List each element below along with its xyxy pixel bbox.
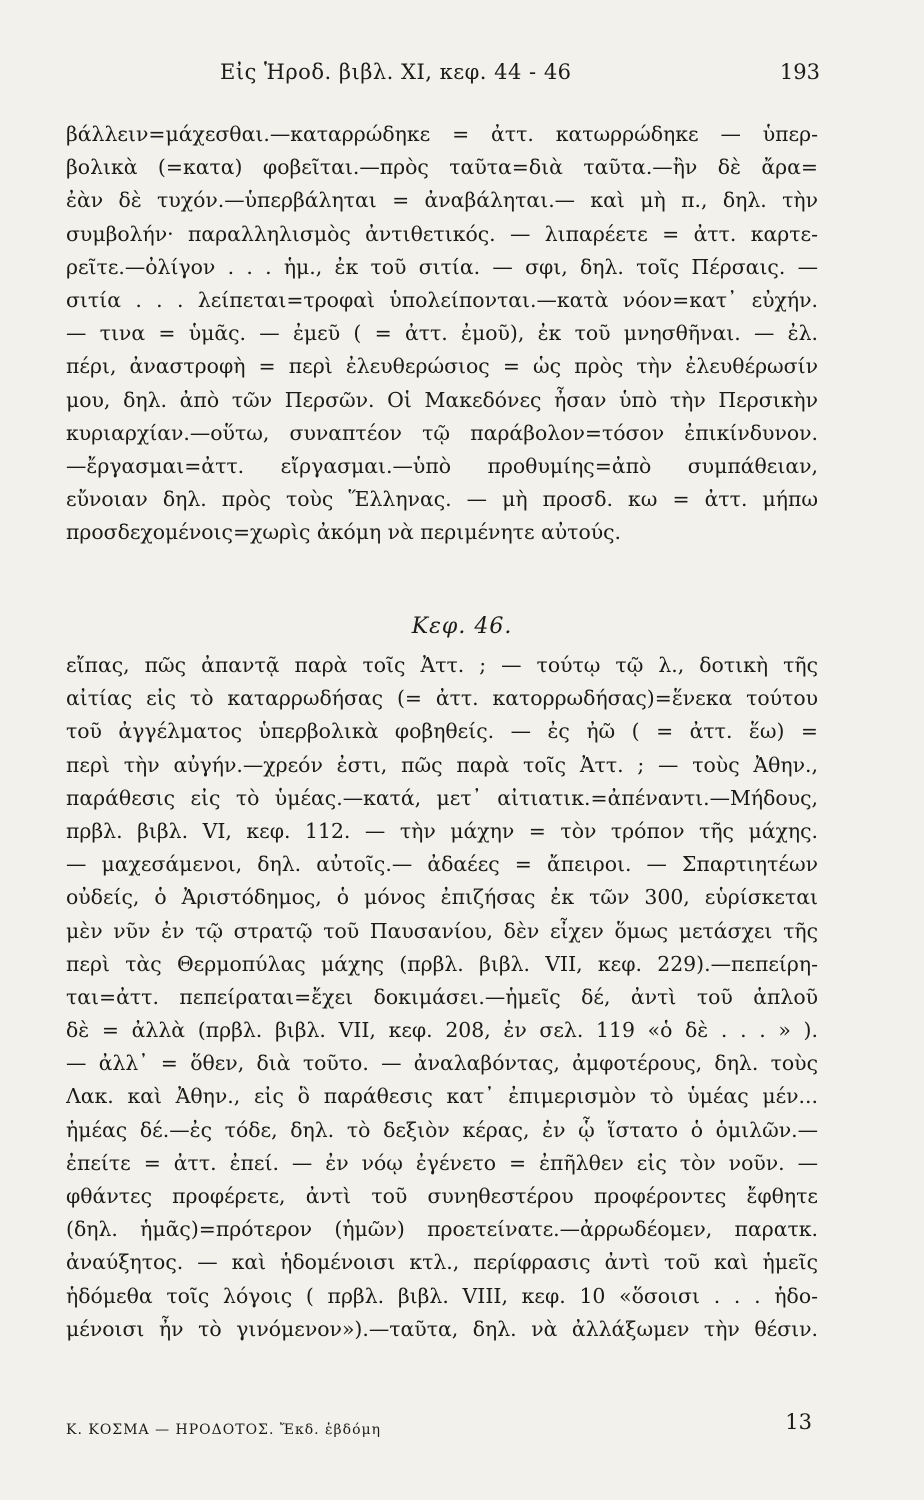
text-line: πέρι, ἀναστροφὴ = περὶ ἐλευθερώσιος = ὡς πρὸς τὴν ἐλευθέρωσίν bbox=[66, 354, 818, 379]
text-line: εὔνοιαν δηλ. πρὸς τοὺς Ἕλληνας. — μὴ προσδ. κω = ἀττ. μήπω bbox=[66, 487, 818, 512]
text-line: οὐδείς, ὁ Ἀριστόδημος, ὁ μόνος ἐπιζήσας ἐκ τῶν 300, εὑρίσκεται bbox=[66, 885, 818, 910]
text-line: συμβολήν· παραλληλισμὸς ἀντιθετικός. — λιπαρέετε = ἀττ. καρτε- bbox=[66, 221, 818, 246]
text-line: κυριαρχίαν.—οὕτω, συναπτέον τῷ παράβολον=τόσον ἐπικίνδυνον. bbox=[66, 420, 818, 445]
text-line: αἰτίας εἰς τὸ καταρρωδήσας (= ἀττ. κατορρωδήσας)=ἕνεκα τούτου bbox=[66, 686, 818, 711]
text-line: —ἔργασμαι=ἀττ. εἴργασμαι.—ὑπὸ προθυμίης=ἀπὸ συμπάθειαν, bbox=[66, 453, 818, 478]
signature-mark: 13 bbox=[785, 1410, 812, 1434]
text-line: ρεῖτε.—ὀλίγον . . . ἡμ., ἐκ τοῦ σιτία. — σφι, δηλ. τοῖς Πέρσαις. — bbox=[66, 254, 818, 279]
footer-signature: Κ. ΚΟΣΜΑ — ΗΡΟΔΟΤΟΣ. Ἔκδ. ἑβδόμη bbox=[66, 1422, 381, 1438]
text-line: μου, δηλ. ἀπὸ τῶν Περσῶν. Οἱ Μακεδόνες ἦσαν ὑπὸ τὴν Περσικὴν bbox=[66, 387, 818, 412]
section-heading: Κεφ. 46. bbox=[411, 614, 513, 639]
text-line: φθάντες προφέρετε, ἀντὶ τοῦ συνηθεστέρου προφέροντες ἔφθητε bbox=[66, 1184, 818, 1208]
text-line: μένοισι ἦν τὸ γινόμενον»).—ταῦτα, δηλ. νὰ ἀλλάξωμεν τὴν θέσιν. bbox=[66, 1316, 818, 1341]
text-line: δὲ = ἀλλὰ (πρβλ. βιβλ. VII, κεφ. 208, ἐν σελ. 119 «ὁ δὲ . . . » ). bbox=[66, 1018, 818, 1043]
text-line: ἡδόμεθα τοῖς λόγοις ( πρβλ. βιβλ. VIII, κεφ. 10 «ὅσοισι . . . ἡδο- bbox=[66, 1283, 818, 1308]
commentary-block-ch45 bbox=[66, 118, 818, 549]
text-line: — τινα = ὑμᾶς. — ἐμεῦ ( = ἀττ. ἐμοῦ), ἐκ τοῦ μνησθῆναι. — ἐλ. bbox=[66, 321, 818, 346]
text-line: περὶ τὴν αὐγήν.—χρεόν ἐστι, πῶς παρὰ τοῖς Ἀττ. ; — τοὺς Ἀθην., bbox=[66, 752, 818, 777]
text-line: παράθεσις εἰς τὸ ὑμέας.—κατά, μετ᾽ αἰτιατικ.=ἀπέναντι.—Μήδους, bbox=[66, 785, 818, 810]
text-line: ἐπείτε = ἀττ. ἐπεί. — ἐν νόῳ ἐγένετο = ἐπῆλθεν εἰς τὸν νοῦν. — bbox=[66, 1150, 818, 1175]
text-line: (δηλ. ἡμᾶς)=πρότερον (ἡμῶν) προετείνατε.—ἀρρωδέομεν, παρατκ. bbox=[66, 1217, 818, 1242]
text-line: βολικὰ (=κατα) φοβεῖται.—πρὸς ταῦτα=διὰ ταῦτα.—ἢν δὲ ἄρα= bbox=[66, 155, 818, 180]
header-title: Εἰς Ἡροδ. βιβλ. XI, κεφ. 44 - 46 bbox=[220, 60, 572, 84]
text-line: σιτία . . . λείπεται=τροφαὶ ὑπολείπονται.—κατὰ νόον=κατ᾽ εὐχήν. bbox=[66, 287, 818, 312]
text-line: ται=ἀττ. πεπείραται=ἔχει δοκιμάσει.—ἡμεῖς δέ, ἀντὶ τοῦ ἁπλοῦ bbox=[66, 984, 818, 1009]
running-header bbox=[60, 60, 820, 96]
text-line: περὶ τὰς Θερμοπύλας μάχης (πρβλ. βιβλ. VII, κεφ. 229).—πεπείρη- bbox=[66, 951, 818, 976]
text-line: — μαχεσάμενοι, δηλ. αὐτοῖς.— ἀδαέες = ἄπειροι. — Σπαρτιητέων bbox=[66, 852, 818, 877]
text-line: Λακ. καὶ Ἀθην., εἰς ὃ παράθεσις κατ᾽ ἐπιμερισμὸν τὸ ὑμέας μέν... bbox=[66, 1084, 818, 1109]
text-line: τοῦ ἀγγέλματος ὑπερβολικὰ φοβηθείς. — ἐς ἠῶ ( = ἀττ. ἕω) = bbox=[66, 719, 818, 744]
text-line-last: προσδεχομένοις=χωρὶς ἀκόμη νὰ περιμένητε αὐτούς. bbox=[66, 520, 622, 545]
page-number: 193 bbox=[779, 60, 820, 84]
text-line: ἡμέας δέ.—ἐς τόδε, δηλ. τὸ δεξιὸν κέρας, ἐν ᾧ ἵστατο ὁ ὁμιλῶν.— bbox=[66, 1117, 818, 1142]
page-footer bbox=[66, 1410, 818, 1450]
text-line: εἴπας, πῶς ἀπαντᾷ παρὰ τοῖς Ἀττ. ; — τούτῳ τῷ λ., δοτικὴ τῆς bbox=[66, 653, 818, 677]
text-line: μὲν νῦν ἐν τῷ στρατῷ τοῦ Παυσανίου, δὲν εἶχεν ὅμως μετάσχει τῆς bbox=[66, 918, 818, 943]
text-line: ἐὰν δὲ τυχόν.—ὑπερβάληται = ἀναβάληται.— καὶ μὴ π., δηλ. τὴν bbox=[66, 188, 818, 213]
commentary-block-ch46 bbox=[66, 649, 818, 1346]
text-line: ἀναύξητος. — καὶ ἡδομένοισι κτλ., περίφρασις ἀντὶ τοῦ καὶ ἡμεῖς bbox=[66, 1250, 818, 1275]
text-line: — ἀλλ᾽ = ὅθεν, διὰ τοῦτο. — ἀναλαβόντας, ἀμφοτέρους, δηλ. τοὺς bbox=[66, 1051, 818, 1076]
text-line: πρβλ. βιβλ. VI, κεφ. 112. — τὴν μάχην = τὸν τρόπον τῆς μάχης. bbox=[66, 818, 818, 843]
text-line: βάλλειν=μάχεσθαι.—καταρρώδηκε = ἀττ. κατωρρώδηκε — ὑπερ- bbox=[66, 122, 818, 146]
